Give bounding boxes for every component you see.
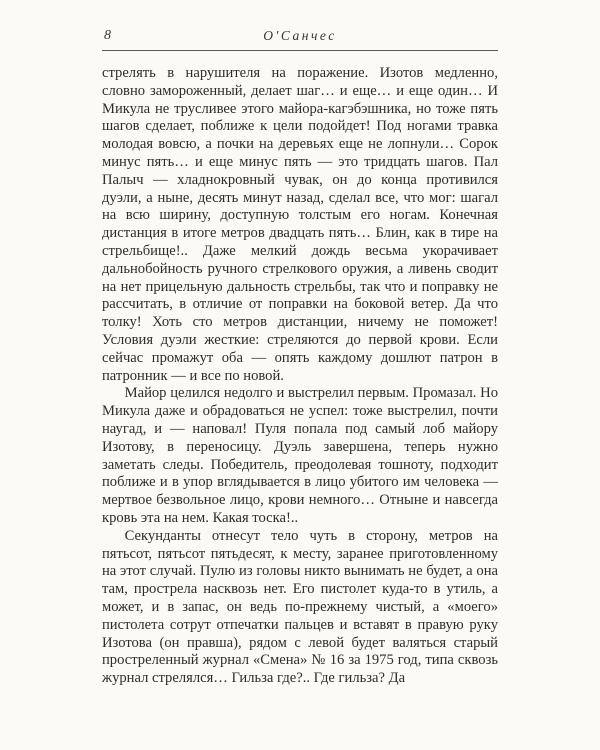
paragraph: Секунданты отнесут тело чуть в сторону, метров на пятьсот, пятьсот пятьдесят, к месту, заранее приготовленному на этот случай. Пулю из головы никто вынимать не будет, а она там, прострела насквозь нет. Его пистолет куда-то в утиль, а может, и в запас, он ведь по-прежнему чистый, а «моего» пистолета сотрут отпечатки пальцев и вставят в правую руку Изотова (он правша), рядом с левой будет валяться старый простреленный журнал «Смена» № 16 за 1975 год, типа сквозь журнал стрелялся… Гильза где?.. Где гильза? Да — [102, 527, 498, 687]
header-rule — [102, 50, 498, 51]
paragraph: стрелять в нарушителя на поражение. Изотов медленно, словно замороженный, делает шаг… и еще… и еще один… И Микула не трусливее этого майора-кагэбэшника, но тоже пять шагов сделает, поближе к цели подойдет! Под ногами травка молодая вовсю, а почки на деревьях еще не лопнули… Сорок минус пять… и еще минус пять — это тридцать шагов. Пал Палыч — хладнокровный чувак, он до конца противился дуэли, а ныне, десять минут назад, сделал все, что мог: шагал на всю ширину, доступную толстым его ногам. Конечная дистанция в итоге метров двадцать пять… Блин, как в тире на стрельбище!.. Даже мелкий дождь весьма укорачивает дальнобойность ручного стрелкового оружия, а ливень сводит на нет прицельную дальность стрельбы, так что и поправку не рассчитать, в отличие от поправки на боковой ветер. Да что толку! Хоть сто метров дистанции, ничему не поможет! Условия дуэли жесткие: стреляются до первой крови. Если сейчас промажут оба — опять каждому дошлют патрон в патронник — и все по новой. — [102, 65, 498, 384]
paragraph: Майор целился недолго и выстрелил первым. Промазал. Но Микула даже и обрадоваться не успел: тоже выстрелил, почти наугад, и — наповал! Пуля попала под самый лоб майору Изотову, в переносицу. Дуэль завершена, теперь нужно заметать следы. Победитель, преодолевая тошноту, подходит поближе и в упор вглядывается в лицо убитого им человека — мертвое безвольное лицо, крови немного… Отныне и навсегда кровь эта на нем. Какая тоска!.. — [102, 385, 498, 526]
running-header — [102, 28, 498, 48]
body-text — [102, 65, 498, 688]
header-title: О'Санчес — [263, 28, 337, 43]
page-number: 8 — [104, 28, 111, 43]
